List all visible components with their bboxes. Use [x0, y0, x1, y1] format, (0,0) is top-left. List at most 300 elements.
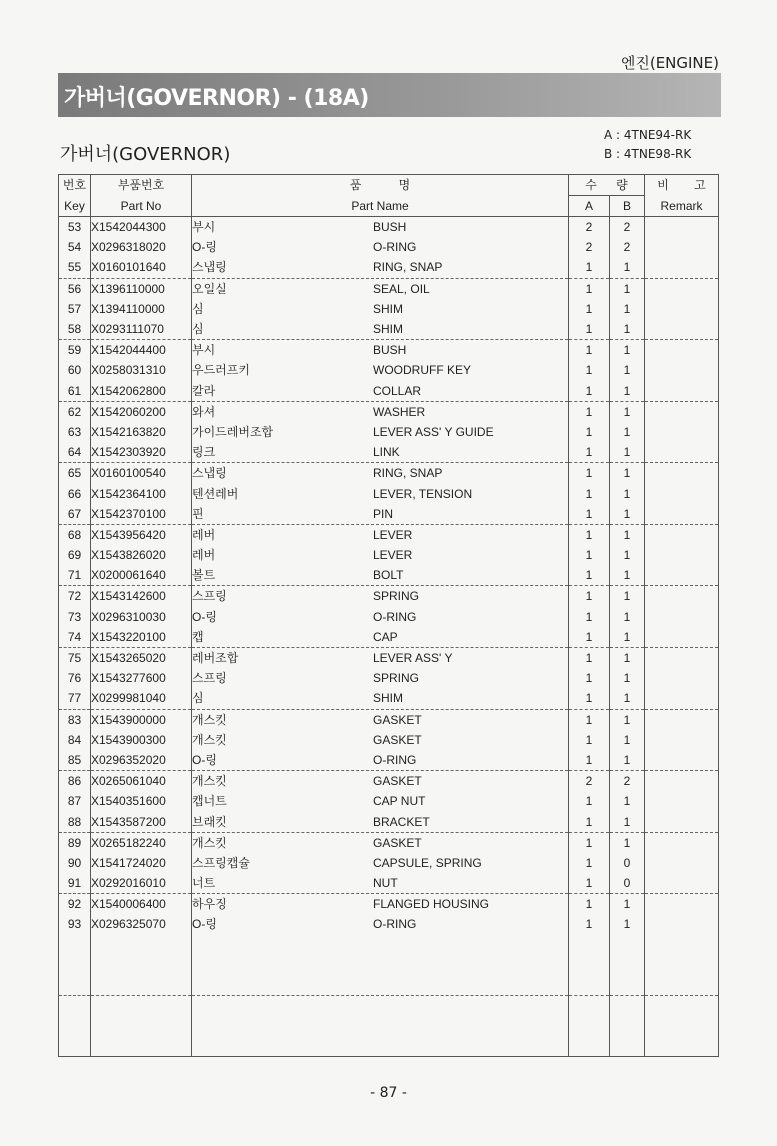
qty-a: 1	[569, 586, 610, 607]
part-number: X0265061040	[91, 771, 192, 792]
qty-a: 1	[569, 299, 610, 319]
qty-b: 1	[610, 278, 645, 299]
section-label: 엔진(ENGINE)	[620, 54, 719, 72]
part-name-header-eng: Part Name	[192, 196, 569, 217]
empty-row	[59, 995, 719, 1056]
remark	[645, 668, 719, 688]
model-b-label: B : 4TNE98-RK	[604, 147, 692, 161]
remark	[645, 257, 719, 278]
qty-a: 1	[569, 811, 610, 832]
part-name-eng-text: SHIM	[373, 301, 403, 316]
remark	[645, 422, 719, 442]
part-name-kor-text: 캡너트	[192, 794, 227, 809]
remark	[645, 237, 719, 257]
part-key: 61	[59, 381, 91, 402]
part-key: 76	[59, 668, 91, 688]
qty-b: 1	[610, 730, 645, 750]
part-name-eng-text: O-RING	[373, 240, 417, 255]
table-row	[59, 791, 719, 811]
part-number: X1543900000	[91, 709, 192, 730]
qty-a: 1	[569, 914, 610, 934]
part-name-kor	[192, 217, 569, 238]
part-key: 88	[59, 811, 91, 832]
part-name-kor	[192, 586, 569, 607]
table-row	[59, 688, 719, 709]
remark	[645, 299, 719, 319]
empty-cell	[91, 935, 192, 996]
part-number: X0292016010	[91, 873, 192, 894]
qty-b: 1	[610, 607, 645, 627]
table-row	[59, 894, 719, 915]
qty-b: 1	[610, 688, 645, 709]
table-row	[59, 319, 719, 340]
part-number: X0200061640	[91, 565, 192, 586]
part-name-eng-text: GASKET	[373, 774, 422, 789]
part-name-eng-text: CAP NUT	[373, 794, 426, 809]
part-name-eng-text: LEVER	[373, 548, 413, 563]
part-number: X0296325070	[91, 914, 192, 934]
empty-row	[59, 935, 719, 996]
part-name-kor-text: 개스킷	[192, 712, 227, 727]
part-key: 62	[59, 401, 91, 422]
part-name-kor	[192, 278, 569, 299]
part-number: X1540351600	[91, 791, 192, 811]
table-row	[59, 627, 719, 648]
part-number: X1543220100	[91, 627, 192, 648]
part-key: 73	[59, 607, 91, 627]
part-number: X1543956420	[91, 524, 192, 545]
remark	[645, 750, 719, 771]
part-key: 64	[59, 442, 91, 463]
part-no-header-kor: 부품번호	[91, 175, 192, 196]
part-name-kor	[192, 237, 569, 257]
qty-header-kor	[569, 175, 645, 196]
part-key: 91	[59, 873, 91, 894]
parts-table	[58, 174, 719, 1057]
part-name-kor-text: 스냅링	[192, 260, 227, 275]
part-number: X1543277600	[91, 668, 192, 688]
qty-a: 1	[569, 832, 610, 853]
part-name-eng-text: WOODRUFF KEY	[373, 363, 471, 378]
part-name-kor	[192, 257, 569, 278]
part-name-kor	[192, 791, 569, 811]
part-name-eng-text: LINK	[373, 445, 400, 460]
table-row	[59, 381, 719, 402]
table-row	[59, 545, 719, 565]
part-key: 74	[59, 627, 91, 648]
part-name-kor-text: 개스킷	[192, 835, 227, 850]
remark	[645, 278, 719, 299]
table-row	[59, 504, 719, 525]
remark	[645, 771, 719, 792]
part-key: 63	[59, 422, 91, 442]
part-number: X0258031310	[91, 360, 192, 380]
empty-cell	[610, 935, 645, 996]
part-name-kor-text: 칼라	[192, 383, 216, 398]
part-key: 57	[59, 299, 91, 319]
section-title: 가버너(GOVERNOR)	[60, 144, 231, 165]
table-header-row-kor	[59, 175, 719, 196]
part-name-kor-text: 캡	[192, 629, 204, 644]
empty-cell	[610, 995, 645, 1056]
qty-a: 1	[569, 278, 610, 299]
part-number: X1542303920	[91, 442, 192, 463]
qty-a: 2	[569, 237, 610, 257]
part-key: 83	[59, 709, 91, 730]
qty-b-header: B	[610, 196, 645, 217]
part-name-eng-text: SPRING	[373, 589, 420, 604]
part-name-kor	[192, 340, 569, 361]
qty-b: 1	[610, 791, 645, 811]
part-name-kor-text: O-링	[192, 917, 217, 932]
part-name-kor-text: 레버	[192, 548, 216, 563]
part-name-eng-text: RING, SNAP	[373, 466, 443, 481]
part-number: X1543826020	[91, 545, 192, 565]
qty-a: 1	[569, 483, 610, 503]
qty-a: 1	[569, 730, 610, 750]
part-name-kor	[192, 832, 569, 853]
part-name-eng-text: WASHER	[373, 404, 426, 419]
part-name-kor-text: 핀	[192, 506, 204, 521]
table-row	[59, 873, 719, 894]
page-number: - 87 -	[370, 1085, 407, 1101]
qty-a: 2	[569, 217, 610, 238]
part-name-kor	[192, 463, 569, 484]
part-name-eng-text: COLLAR	[373, 383, 422, 398]
table-row	[59, 524, 719, 545]
qty-b: 1	[610, 914, 645, 934]
part-number: X1543265020	[91, 647, 192, 668]
remark	[645, 832, 719, 853]
remark-header-kor-text: 비 고	[657, 178, 706, 193]
qty-b: 0	[610, 853, 645, 873]
part-name-kor	[192, 319, 569, 340]
remark-header-eng: Remark	[645, 196, 719, 217]
qty-a: 1	[569, 319, 610, 340]
remark	[645, 340, 719, 361]
part-name-eng-text: CAPSULE, SPRING	[373, 855, 482, 870]
part-number: X1540006400	[91, 894, 192, 915]
qty-a: 1	[569, 647, 610, 668]
table-row	[59, 586, 719, 607]
part-name-kor	[192, 668, 569, 688]
part-name-eng-text: LEVER ASS' Y GUIDE	[373, 424, 494, 439]
qty-b: 1	[610, 483, 645, 503]
part-key: 86	[59, 771, 91, 792]
table-row	[59, 463, 719, 484]
qty-b: 1	[610, 257, 645, 278]
part-name-eng-text: GASKET	[373, 712, 422, 727]
part-name-kor-text: 개스킷	[192, 732, 227, 747]
part-number: X1543142600	[91, 586, 192, 607]
part-name-eng-text: SHIM	[373, 691, 403, 706]
remark	[645, 688, 719, 709]
table-row	[59, 832, 719, 853]
remark	[645, 811, 719, 832]
empty-cell	[59, 935, 91, 996]
part-number: X1543900300	[91, 730, 192, 750]
part-key: 93	[59, 914, 91, 934]
table-row	[59, 607, 719, 627]
empty-cell	[645, 995, 719, 1056]
part-name-eng-text: BUSH	[373, 343, 407, 358]
part-name-kor-text: 부시	[192, 220, 216, 235]
part-name-eng-text: O-RING	[373, 609, 417, 624]
qty-a: 1	[569, 360, 610, 380]
part-name-eng-text: O-RING	[373, 917, 417, 932]
qty-a: 1	[569, 873, 610, 894]
qty-b: 2	[610, 237, 645, 257]
qty-b: 1	[610, 894, 645, 915]
remark	[645, 586, 719, 607]
part-name-kor-text: 스냅링	[192, 466, 227, 481]
part-name-eng-text: LEVER ASS' Y	[373, 651, 453, 666]
qty-a: 1	[569, 504, 610, 525]
part-number: X0265182240	[91, 832, 192, 853]
empty-cell	[192, 935, 569, 996]
qty-b: 1	[610, 586, 645, 607]
key-header-eng: Key	[59, 196, 91, 217]
part-name-eng-text: BUSH	[373, 220, 407, 235]
part-key: 89	[59, 832, 91, 853]
part-name-kor	[192, 647, 569, 668]
part-name-kor	[192, 607, 569, 627]
part-key: 58	[59, 319, 91, 340]
remark	[645, 504, 719, 525]
qty-a: 1	[569, 750, 610, 771]
remark	[645, 730, 719, 750]
part-name-kor	[192, 524, 569, 545]
part-name-eng-text: CAP	[373, 629, 398, 644]
part-number: X0296352020	[91, 750, 192, 771]
part-name-eng-text: BRACKET	[373, 814, 430, 829]
qty-b: 1	[610, 524, 645, 545]
part-key: 87	[59, 791, 91, 811]
part-key: 66	[59, 483, 91, 503]
qty-a: 1	[569, 524, 610, 545]
part-name-kor	[192, 360, 569, 380]
remark	[645, 914, 719, 934]
qty-a: 1	[569, 565, 610, 586]
part-name-kor	[192, 771, 569, 792]
remark	[645, 319, 719, 340]
qty-a: 1	[569, 442, 610, 463]
table-row	[59, 401, 719, 422]
table-row	[59, 360, 719, 380]
part-name-kor-text: 하우징	[192, 897, 227, 912]
part-name-kor	[192, 422, 569, 442]
table-row	[59, 278, 719, 299]
qty-b: 1	[610, 299, 645, 319]
part-key: 56	[59, 278, 91, 299]
part-number: X1542062800	[91, 381, 192, 402]
part-name-kor	[192, 401, 569, 422]
qty-a: 1	[569, 401, 610, 422]
part-name-kor	[192, 565, 569, 586]
empty-cell	[91, 995, 192, 1056]
part-key: 55	[59, 257, 91, 278]
table-row	[59, 237, 719, 257]
part-name-kor-text: 우드러프키	[192, 363, 250, 378]
model-a-label: A : 4TNE94-RK	[604, 128, 692, 142]
part-name-eng-text: SEAL, OIL	[373, 281, 430, 296]
part-number: X1394110000	[91, 299, 192, 319]
remark	[645, 647, 719, 668]
qty-a: 1	[569, 688, 610, 709]
qty-a: 1	[569, 545, 610, 565]
table-row	[59, 730, 719, 750]
qty-b: 1	[610, 360, 645, 380]
empty-cell	[645, 935, 719, 996]
table-row	[59, 811, 719, 832]
part-key: 85	[59, 750, 91, 771]
qty-a: 1	[569, 853, 610, 873]
qty-a: 1	[569, 463, 610, 484]
part-key: 65	[59, 463, 91, 484]
qty-b: 1	[610, 401, 645, 422]
part-name-kor-text: O-링	[192, 609, 217, 624]
part-name-eng-text: BOLT	[373, 568, 404, 583]
part-key: 72	[59, 586, 91, 607]
qty-b: 1	[610, 319, 645, 340]
remark	[645, 524, 719, 545]
part-name-kor-text: O-링	[192, 752, 217, 767]
part-number: X1543587200	[91, 811, 192, 832]
qty-a: 1	[569, 894, 610, 915]
part-name-eng-text: LEVER, TENSION	[373, 486, 473, 501]
part-name-eng-text: O-RING	[373, 752, 417, 767]
remark	[645, 463, 719, 484]
table-row	[59, 565, 719, 586]
part-name-kor-text: 텐션레버	[192, 486, 239, 501]
qty-b: 1	[610, 832, 645, 853]
part-name-kor	[192, 381, 569, 402]
remark	[645, 442, 719, 463]
table-row	[59, 217, 719, 238]
part-name-kor	[192, 688, 569, 709]
part-key: 59	[59, 340, 91, 361]
qty-b: 1	[610, 811, 645, 832]
part-name-kor	[192, 730, 569, 750]
part-name-kor-text: 레버조합	[192, 651, 239, 666]
qty-a: 1	[569, 709, 610, 730]
remark	[645, 401, 719, 422]
key-header-kor: 번호	[59, 175, 91, 196]
qty-b: 1	[610, 545, 645, 565]
part-name-kor	[192, 627, 569, 648]
part-key: 84	[59, 730, 91, 750]
remark	[645, 709, 719, 730]
part-name-kor	[192, 750, 569, 771]
part-number: X1541724020	[91, 853, 192, 873]
page-title: 가버너(GOVERNOR) - (18A)	[64, 86, 369, 111]
part-key: 92	[59, 894, 91, 915]
empty-cell	[192, 995, 569, 1056]
qty-b: 1	[610, 668, 645, 688]
qty-b: 1	[610, 565, 645, 586]
part-number: X1542060200	[91, 401, 192, 422]
remark	[645, 217, 719, 238]
part-number: X1396110000	[91, 278, 192, 299]
part-name-kor-text: 개스킷	[192, 774, 227, 789]
part-name-eng-text: GASKET	[373, 835, 422, 850]
part-name-kor-text: 와셔	[192, 404, 216, 419]
qty-a: 2	[569, 771, 610, 792]
part-name-kor	[192, 811, 569, 832]
remark	[645, 381, 719, 402]
qty-a: 1	[569, 422, 610, 442]
part-name-kor	[192, 483, 569, 503]
qty-b: 1	[610, 647, 645, 668]
qty-header-kor-text: 수 량	[585, 178, 628, 192]
qty-b: 1	[610, 381, 645, 402]
qty-a: 1	[569, 627, 610, 648]
empty-cell	[569, 995, 610, 1056]
part-name-kor-text: 브래킷	[192, 814, 227, 829]
part-number: X0160100540	[91, 463, 192, 484]
part-name-kor	[192, 709, 569, 730]
part-number: X0296318020	[91, 237, 192, 257]
remark	[645, 545, 719, 565]
table-row	[59, 668, 719, 688]
part-key: 68	[59, 524, 91, 545]
remark	[645, 565, 719, 586]
part-name-kor	[192, 853, 569, 873]
qty-a: 1	[569, 257, 610, 278]
part-name-eng-text: NUT	[373, 876, 398, 891]
part-key: 60	[59, 360, 91, 380]
qty-b: 1	[610, 422, 645, 442]
part-name-eng-text: PIN	[373, 506, 394, 521]
part-name-eng-text: LEVER	[373, 527, 413, 542]
part-number: X1542044300	[91, 217, 192, 238]
qty-b: 1	[610, 340, 645, 361]
part-number: X1542163820	[91, 422, 192, 442]
part-name-kor	[192, 442, 569, 463]
part-name-kor-text: 심	[192, 691, 204, 706]
remark-header-kor	[645, 175, 719, 196]
qty-b: 1	[610, 463, 645, 484]
table-row	[59, 750, 719, 771]
part-key: 75	[59, 647, 91, 668]
table-row	[59, 483, 719, 503]
part-name-kor-text: 가이드레버조합	[192, 424, 274, 439]
empty-cell	[59, 995, 91, 1056]
part-name-header-kor	[192, 175, 569, 196]
remark	[645, 791, 719, 811]
remark	[645, 853, 719, 873]
part-name-kor	[192, 299, 569, 319]
qty-b: 2	[610, 771, 645, 792]
part-name-kor	[192, 894, 569, 915]
part-key: 67	[59, 504, 91, 525]
qty-a: 1	[569, 381, 610, 402]
qty-a-header: A	[569, 196, 610, 217]
qty-a: 1	[569, 791, 610, 811]
part-name-kor-text: 볼트	[192, 568, 216, 583]
qty-b: 1	[610, 504, 645, 525]
part-number: X0160101640	[91, 257, 192, 278]
remark	[645, 607, 719, 627]
part-number: X1542370100	[91, 504, 192, 525]
part-name-kor-text: 스프링	[192, 671, 227, 686]
qty-b: 2	[610, 217, 645, 238]
part-name-kor	[192, 545, 569, 565]
parts-table-body	[59, 217, 719, 1057]
table-header-row-eng	[59, 196, 719, 217]
part-name-eng-text: GASKET	[373, 732, 422, 747]
qty-a: 1	[569, 340, 610, 361]
